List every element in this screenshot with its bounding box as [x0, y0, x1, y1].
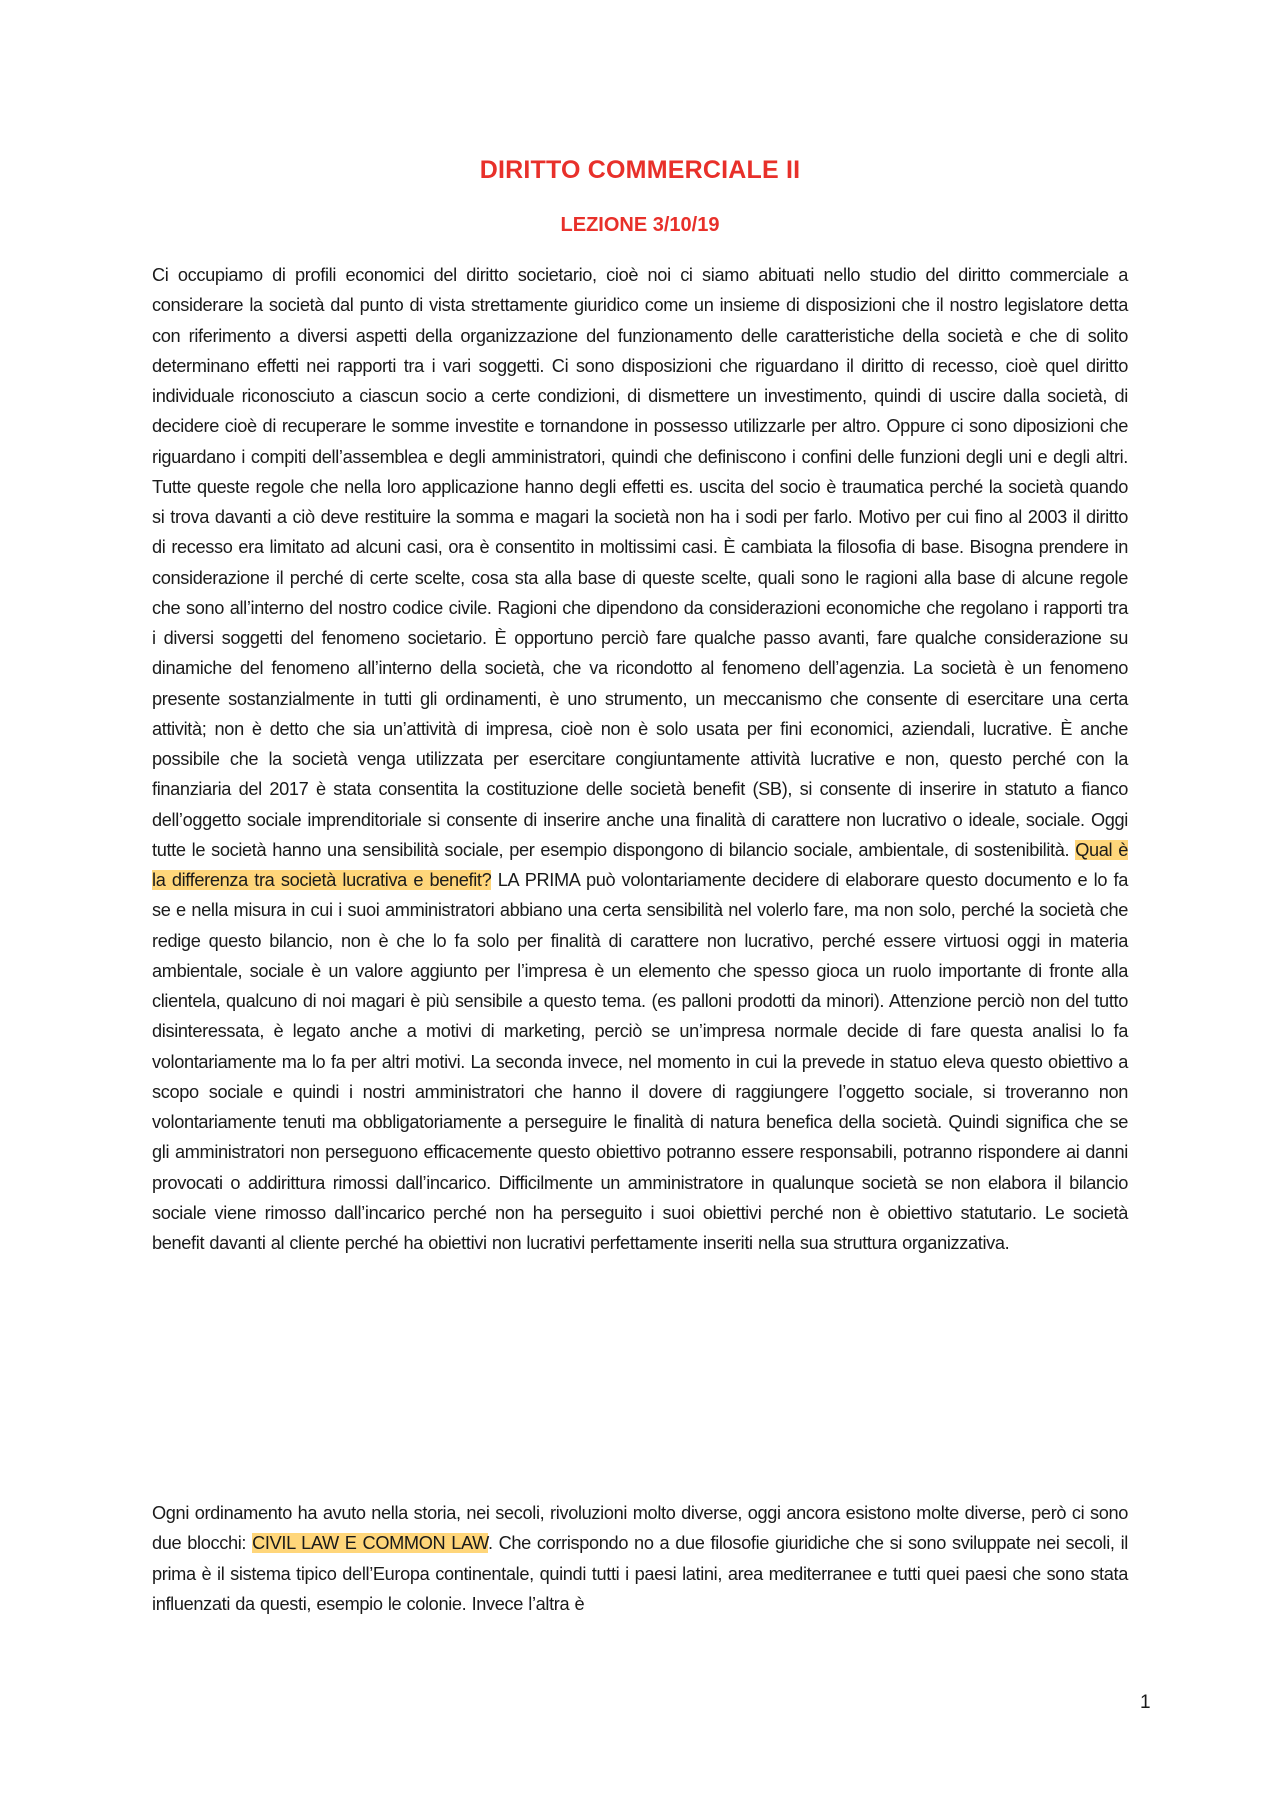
highlighted-question: Qual è la differenza tra società lucrativa e benefit? [152, 839, 1128, 890]
page-number: 1 [1140, 1692, 1151, 1713]
document-title: DIRITTO COMMERCIALE II [479, 156, 801, 184]
lesson-subtitle: LEZIONE 3/10/19 [560, 214, 720, 236]
paragraph-2-text-a: Ogni ordinamento ha avuto nella storia, nei secoli, rivoluzioni molto diverse, oggi ancora esistono molte diverse, però ci sono due blocchi: [152, 1503, 1128, 1554]
paragraph-1-text-b: LA PRIMA può volontariamente decidere di elaborare questo documento e lo fa se e nella misura in cui i suoi amministratori abbiano una certa sensibilità nel volerlo fare, ma non solo, perché la società che redige questo bilancio, non è che lo fa solo per finalità di carattere non lucrativo, perché essere virtuosi oggi in materia ambientale, sociale è un valore aggiunto per l’impresa è un elemento che spesso gioca un ruolo importante di fronte alla clientela, qualcuno di noi magari è più sensibile a questo tema. (es palloni prodotti da minori). Attenzione perciò non del tutto disinteressata, è legato anche a motivi di marketing, perciò se un’impresa normale decide di fare questa analisi lo fa volontariamente ma lo fa per altri motivi. La seconda invece, nel momento in cui la prevede in statuo eleva questo obiettivo a scopo sociale e quindi i nostri amministratori che hanno il dovere di raggiungere l’oggetto sociale, si troveranno non volontariamente tenuti ma obbligatoriamente a perseguire le finalità di natura benefica della società. Quindi significa che se gli amministratori non perseguono efficacemente questo obiettivo potranno essere responsabili, potranno rispondere ai danni provocati o addirittura rimossi dall’incarico. Difficilmente un amministratore in qualunque società se non elabora il bilancio sociale viene rimosso dall’incarico perché non ha perseguito i suoi obiettivi perché non è obiettivo statutario. Le società benefit davanti al cliente perché ha obiettivi non lucrativi perfettamente inseriti nella sua struttura organizzativa. [152, 870, 1128, 1253]
paragraph-2 [152, 1498, 1128, 1619]
highlighted-legal-systems: CIVIL LAW E COMMON LAW [252, 1533, 488, 1554]
paragraph-1 [152, 260, 1128, 1258]
paragraph-2-text-b: . Che corrispondo no a due filosofie giuridiche che si sono sviluppate nei secoli, il prima è il sistema tipico dell’Europa continentale, quindi tutti i paesi latini, area mediterranee e tutti quei paesi che sono stata influenzati da questi, esempio le colonie. Invece l’altra è [152, 1533, 1128, 1614]
paragraph-1-text-a: Ci occupiamo di profili economici del diritto societario, cioè noi ci siamo abituati nello studio del diritto commerciale a considerare la società dal punto di vista strettamente giuridico come un insieme di disposizioni che il nostro legislatore detta con riferimento a diversi aspetti della organizzazione del funzionamento delle caratteristiche della società e che di solito determinano effetti nei rapporti tra i vari soggetti. Ci sono disposizioni che riguardano il diritto di recesso, cioè quel diritto individuale riconosciuto a ciascun socio a certe condizioni, di dismettere un investimento, quindi di uscire dalla società, di decidere cioè di recuperare le somme investite e tornandone in possesso utilizzarle per altro. Oppure ci sono diposizioni che riguardano i compiti dell’assemblea e degli amministratori, quindi che definiscono i confini delle funzioni degli uni e degli altri. Tutte queste regole che nella loro applicazione hanno degli effetti es. uscita del socio è traumatica perché la società quando si trova davanti a ciò deve restituire la somma e magari la società non ha i sodi per farlo. Motivo per cui fino al 2003 il diritto di recesso era limitato ad alcuni casi, ora è consentito in moltissimi casi. È cambiata la filosofia di base. Bisogna prendere in considerazione il perché di certe scelte, cosa sta alla base di queste scelte, quali sono le ragioni alla base di alcune regole che sono all’interno del nostro codice civile. Ragioni che dipendono da considerazioni economiche che regolano i rapporti tra i diversi soggetti del fenomeno societario. È opportuno perciò fare qualche passo avanti, fare qualche considerazione su dinamiche del fenomeno all’interno della società, che va ricondotto al fenomeno dell’agenzia. La società è un fenomeno presente sostanzialmente in tutti gli ordinamenti, è uno strumento, un meccanismo che consente di esercitare una certa attività; non è detto che sia un’attività di impresa, cioè non è solo usata per fini economici, aziendali, lucrative. È anche possibile che la società venga utilizzata per esercitare congiuntamente attività lucrative e non, questo perché con la finanziaria del 2017 è stata consentita la costituzione delle società benefit (SB), si consente di inserire in statuto a fianco dell’oggetto sociale imprenditoriale si consente di inserire anche una finalità di carattere non lucrativo o ideale, sociale. Oggi tutte le società hanno una sensibilità sociale, per esempio dispongono di bilancio sociale, ambientale, di sostenibilità. [152, 265, 1128, 860]
